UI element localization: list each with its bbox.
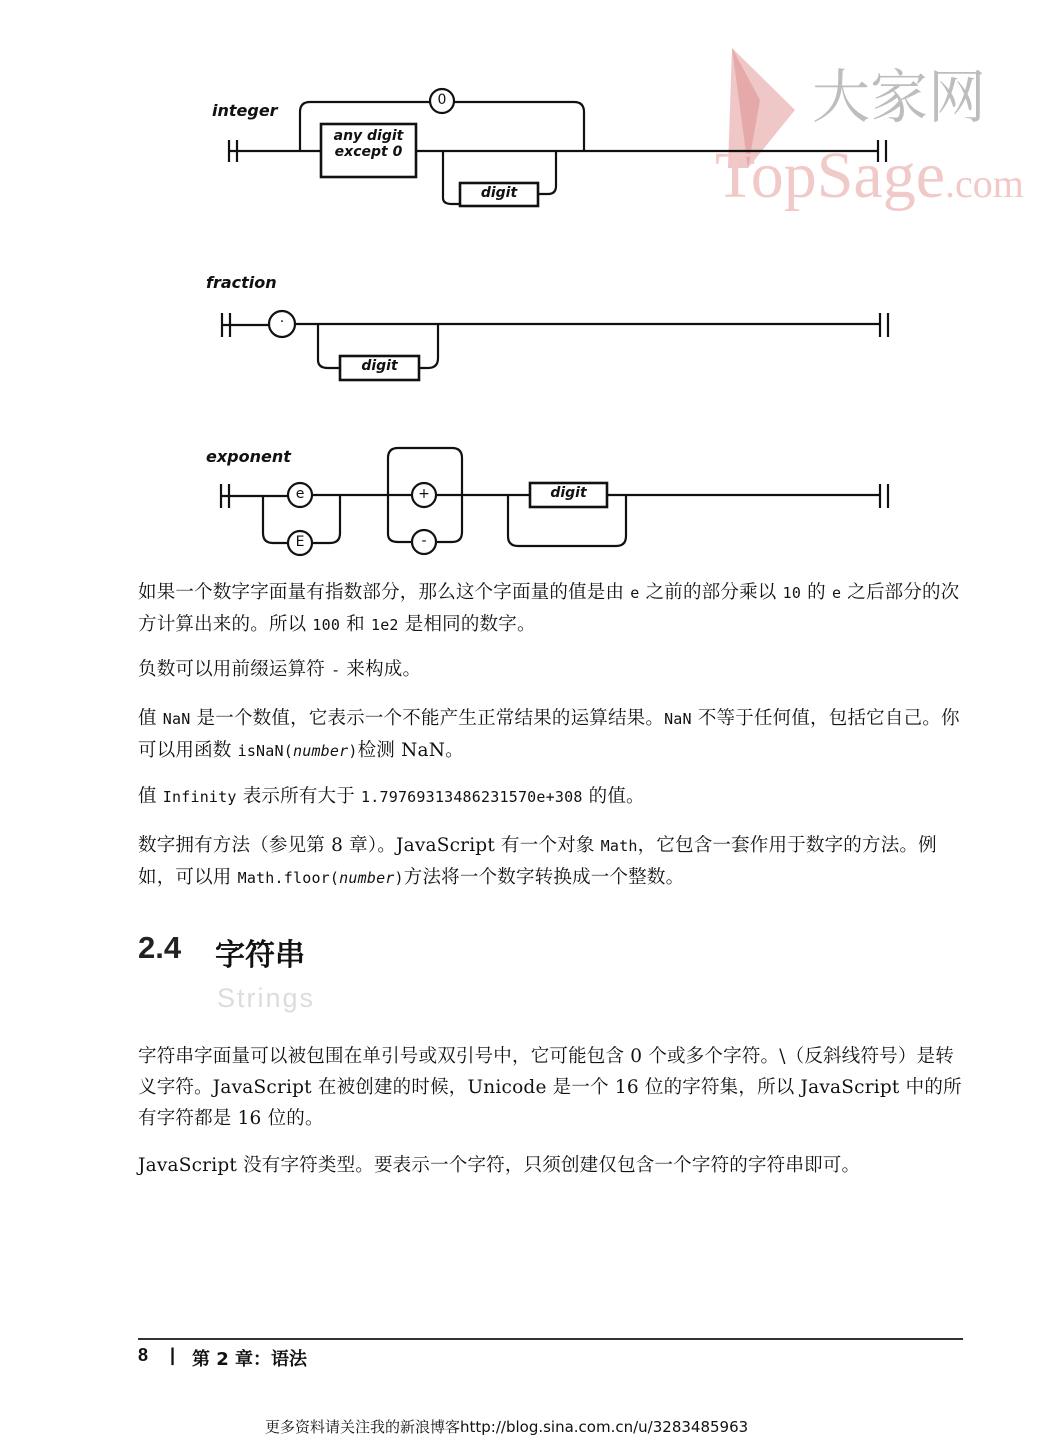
code: e (630, 584, 640, 602)
integer-label: integer (212, 101, 278, 120)
fraction-digit-box: digit (361, 358, 398, 374)
section-number: 2.4 (138, 930, 182, 965)
text: 来构成。 (340, 659, 422, 680)
paragraph-negative (138, 654, 963, 686)
code: NaN (664, 710, 692, 728)
paragraph-exponent (138, 577, 963, 641)
code: NaN (162, 710, 191, 728)
e-lower-node: e (295, 486, 305, 502)
text: 方法将一个数字转换成一个整数。 (403, 867, 685, 888)
e-upper-node: E (295, 534, 305, 550)
text: 的值。 (582, 786, 645, 807)
exponent-digit-box: digit (550, 485, 587, 501)
code: Math.floor( (237, 869, 340, 887)
text: 的 (801, 582, 832, 603)
section-subtitle: Strings (217, 983, 316, 1013)
watermark-chinese: 大家网 (812, 63, 987, 131)
page-number: 8 (138, 1345, 149, 1365)
code: e (831, 584, 842, 602)
integer-digit-box: digit (480, 185, 518, 201)
code: Infinity (162, 788, 237, 806)
text: 检测 NaN。 (357, 740, 464, 761)
code-italic: number (292, 742, 349, 760)
code: isNaN( (237, 742, 293, 760)
code-isnan (238, 742, 358, 760)
text: 表示所有大于 (236, 786, 362, 807)
footer-separator: | (170, 1345, 176, 1365)
text: 是一个数值，它表示一个不能产生正常结果的运算结果。 (190, 708, 665, 729)
paragraph-infinity (138, 781, 963, 813)
exponent-label: exponent (206, 447, 291, 466)
text: 值 (138, 708, 163, 729)
text: 负数可以用前缀运算符 (138, 659, 332, 680)
minus-node: - (421, 533, 427, 549)
text: 和 (340, 614, 371, 635)
watermark-domain: .com (945, 161, 1024, 206)
paragraph-strings: 字符串字面量可以被包围在单引号或双引号中，它可能包含 0 个或多个字符。\（反斜线符号）是转义字符。JavaScript 在被创建的时候，Unicode 是一个 16 位的字符集，所以 JavaScript 中的所有字符都是 16 位的。 (138, 1046, 962, 1129)
code: ) (394, 869, 404, 887)
text: 之后部分的次方计算出来的。所以 (138, 582, 960, 635)
paragraph-char-type: JavaScript 没有字符类型。要表示一个字符，只须创建仅包含一个字符的字符串即可。 (138, 1155, 861, 1176)
text: ，它包含一套作用于数字的方法。例如，可以用 (138, 835, 937, 888)
text: 值 (138, 786, 163, 807)
code-math-floor (238, 869, 404, 887)
code: 1.79769313486231570e+308 (361, 788, 583, 806)
chapter-title: 第 2 章：语法 (192, 1349, 308, 1370)
paragraph-nan (138, 703, 963, 767)
text: 是相同的数字。 (398, 614, 536, 635)
code: 1e2 (370, 616, 399, 634)
text: 之前的部分乘以 (639, 582, 783, 603)
watermark-brand-text: TopSage (715, 139, 946, 212)
footer-rule (138, 1338, 963, 1340)
exponent-diagram-lines (221, 448, 888, 555)
code: - (331, 661, 341, 679)
code: ) (348, 742, 358, 760)
code: 10 (782, 584, 802, 602)
code-italic: number (339, 869, 395, 887)
any-digit-box (321, 128, 416, 160)
paragraph-math (138, 830, 963, 894)
fraction-label: fraction (206, 273, 277, 292)
text: 不等于任何值，包括它自己。你可以用函数 (138, 708, 960, 761)
text: 数字拥有方法（参见第 8 章）。JavaScript 有一个对象 (138, 835, 601, 856)
any-digit-line2: except 0 (334, 144, 403, 160)
fraction-diagram-lines (222, 311, 888, 380)
blog-note: 更多资料请关注我的新浪博客http://blog.sina.com.cn/u/3283485963 (265, 1418, 749, 1436)
section-title: 字符串 (215, 938, 305, 973)
zero-node: 0 (437, 92, 447, 108)
plus-node: + (418, 486, 430, 502)
code: Math (600, 837, 638, 855)
dot-node: · (279, 314, 285, 330)
text: 如果一个数字字面量有指数部分，那么这个字面量的值是由 (138, 582, 631, 603)
code: 100 (312, 616, 341, 634)
any-digit-line1: any digit (333, 128, 404, 144)
